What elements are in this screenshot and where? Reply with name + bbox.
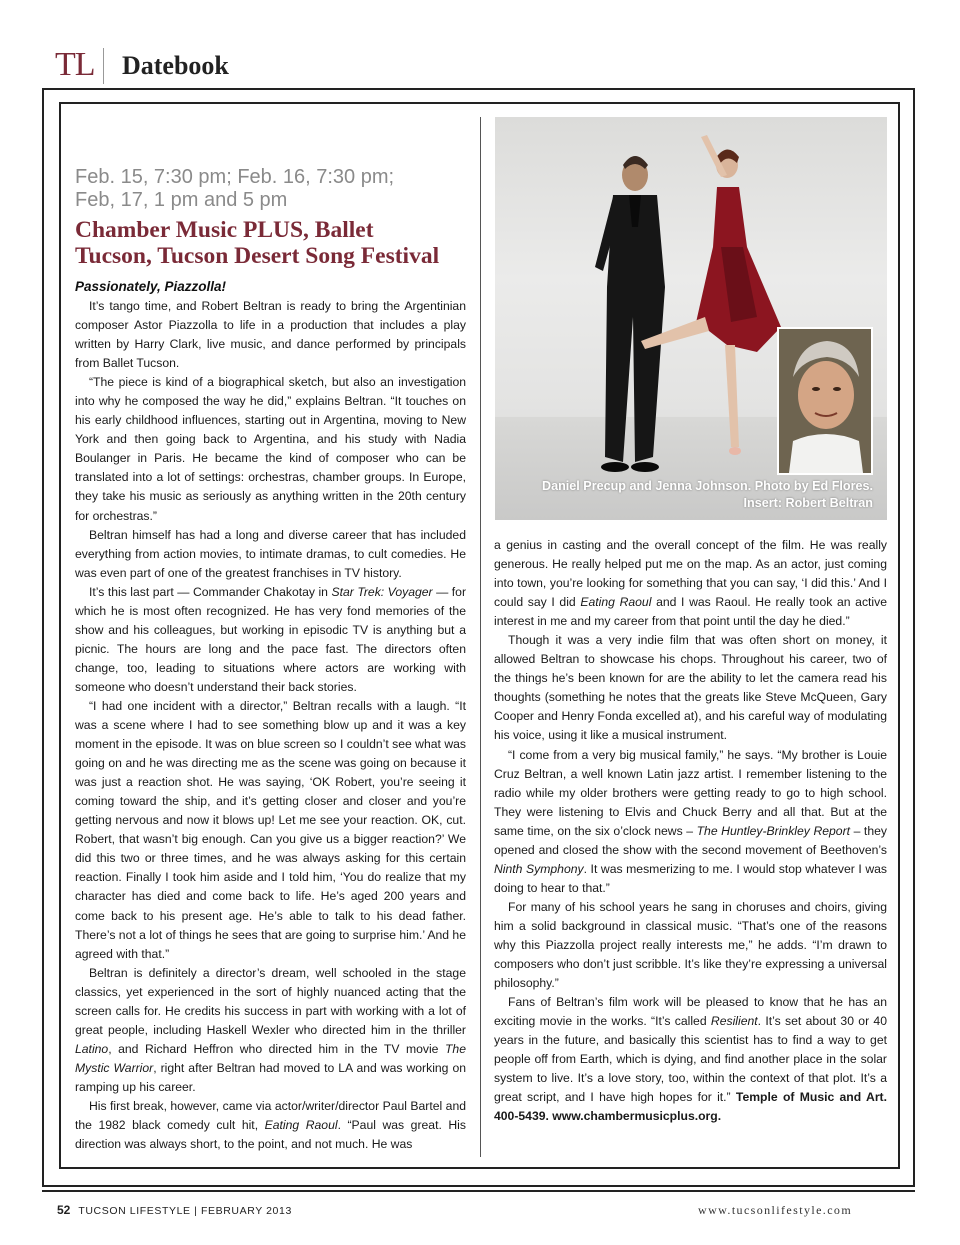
magazine-logo: TL — [55, 46, 95, 83]
text-run: – they opened and closed the show with the second movement of Beethoven’s — [494, 823, 887, 857]
footer-left — [57, 1203, 292, 1217]
section-title: Datebook — [122, 51, 229, 80]
footer-rule — [42, 1190, 915, 1192]
show-title: The Huntley-Brinkley Report — [696, 823, 851, 838]
music-title: Ninth Symphony — [494, 861, 584, 876]
text-run: , right after Beltran had moved to LA and was working on ramping up his career. — [75, 1060, 466, 1094]
page-number: 52 — [57, 1203, 71, 1217]
portrait-illustration — [779, 329, 871, 473]
text-run: . “Paul was great. His direction was always short, to the point, and not much. He was — [75, 1118, 466, 1152]
film-title: Eating Raoul — [264, 1118, 338, 1133]
article-paragraph — [75, 583, 466, 697]
film-title: The Mystic Warrior — [75, 1041, 466, 1075]
male-dancer-shoe — [631, 462, 659, 472]
article-paragraph — [75, 1097, 466, 1154]
article-right-column — [494, 536, 887, 1126]
event-dates-line2: Feb, 17, 1 pm and 5 pm — [75, 189, 288, 211]
portrait-face — [798, 361, 854, 429]
event-dates-line1: Feb. 15, 7:30 pm; Feb. 16, 7:30 pm; — [75, 166, 395, 188]
text-run: “I come from a very big musical family,” he says. “My brother is Louie Cruz Beltran, a well known Latin jazz artist. I remember listening to the radio while my older brothers were getting ready to go to high school. They were listening to Elvis and Chuck Berry and all that. But at the same time, on the six o’clock news – — [494, 747, 887, 838]
text-run: . It was mesmerizing to me. I would stop whatever I was doing to hear to that.” — [494, 861, 888, 895]
article-paragraph — [75, 964, 466, 1097]
text-run: , and Richard Heffron who directed him in the TV movie — [108, 1041, 445, 1056]
event-title-line1: Chamber Music PLUS, Ballet — [75, 217, 374, 243]
text-run: Beltran is definitely a director’s dream, well schooled in the stage classics, yet experienced in the sort of highly nuanced acting that the screen calls for. He credits his success in part with working with a lot of great people, including Haskell Wexler who directed him in the thriller — [75, 965, 466, 1037]
footer-url: www.tucsonlifestyle.com — [698, 1203, 853, 1217]
article-paragraph: Beltran himself has had a long and diverse career that has included everything from action movies, to intimate dramas, to cult comedies. He was even part of one of the greatest franchises in TV history. — [75, 527, 466, 580]
article-paragraph — [494, 746, 887, 898]
male-dancer-suit — [605, 195, 665, 462]
text-run: — for which he is most often recognized. He has very fond memories of the show and his colleagues, but working in episodic TV is anything but a picnic. The hours are long and the pace fast. The directors often change, too, leading to situations where actors are working with someone who doesn’t understand their back stories. — [75, 584, 467, 694]
photo-caption — [505, 478, 873, 512]
text-run: and I was Raoul. He really took an active interest in me and my career from that point until the day he died.” — [494, 595, 888, 629]
article-subhead: Passionately, Piazzolla! — [75, 279, 227, 294]
event-title — [75, 217, 475, 269]
female-dancer-leg — [725, 345, 739, 447]
event-title-line2: Tucson, Tucson Desert Song Festival — [75, 243, 440, 269]
inset-portrait — [777, 327, 873, 475]
text-run: Fans of Beltran’s film work will be pleased to know that he has an exciting movie in the works. “It’s called — [494, 995, 887, 1029]
article-paragraph: Though it was a very indie film that was often short on money, it allowed Beltran to showcase his chops. Throughout his career, two of the things he’s been known for are the ability to let the camera read his thoughts (something he notes that the greats like Steve McQueen, Gary Cooper and Henry Fonda excelled at), and his careful way of modulating his voice, using it like a musical instrument. — [494, 633, 887, 743]
article-paragraph: “I had one incident with a director,” Beltran recalls with a laugh. “It was a scene where I had to see something blow up and it was a key moment in the episode. It was on blue screen so I couldn’t see what was going on and he was directing me as the scene was going on because it was just a reaction shot. He was saying, ‘OK Robert, you’re seeing it coming toward the ship, and it’s getting closer and closer and you’re getting nervous and now it blows up! Let me see your reaction. OK, cut. Robert, that wasn’t big enough. Can you give us a bigger reaction?’ We did this two or three times, and he was always asking for this certain reaction. Finally I took him aside and I told him, ‘You do realize that my character has died and come back to life. He’s aged 200 years and come back to his present age. He’s able to talk to his dead father. There’s not a lot of things he sees that are going to surprise him.’ And he agreed with that.” — [75, 698, 466, 961]
article-paragraph: “The piece is kind of a biographical sketch, but also an investigation into why he composed the way he did,” explains Beltran. “It touches on his early childhood influences, starting out in Argentina, moving to New York and then going back to Argentina, and his study with Nadia Boulanger in Paris. He became the kind of composer who can be translated into a lot of settings: orchestras, chamber groups. In Europe, they take his music as seriously as anything written in the 20th century for orchestras.” — [75, 375, 466, 523]
male-dancer-shoe — [601, 462, 629, 472]
portrait-shirt — [789, 434, 863, 473]
film-title: Resilient — [710, 1014, 758, 1029]
text-run: His first break, however, came via actor/writer/director Paul Bartel and the 1982 black comedy cult hit, — [75, 1098, 466, 1133]
article-paragraph-continued: a genius in casting and the overall concept of the film. He was really generous. He really helped put me on the map. As an actor, just coming into town, you’re looking for something that you can say, ‘I did this.’ And I could say I did Eating Raoul and I was Raoul. He really took an active interest in me and my career from that point until the day he died.” — [494, 538, 888, 629]
pointe-shoe — [729, 447, 741, 455]
article-paragraph: It’s tango time, and Robert Beltran is ready to bring the Argentinian composer Astor Piazzolla to life in a production that includes a play written by Harry Clark, live music, and dance performed by principals from Ballet Tucson. — [75, 299, 466, 371]
text-run: . It’s set about 30 or 40 years in the future, and basically this scientist has to find a way to get people off from Earth, which is dying, and find another place in the solar system to live. It’s a love story, too, within the context of that plot. It’s a great script, and I have high hopes for it.” — [494, 1014, 887, 1105]
event-dates — [75, 166, 475, 212]
event-contact-info: Temple of Music and Art. 400-5439. www.chambermusicplus.org. — [494, 1090, 888, 1124]
film-title: Eating Raoul — [580, 595, 652, 610]
article-paragraph: For many of his school years he sang in choruses and choirs, giving him a solid background in classical music. “That’s one of the reasons why this Piazzolla project really interests me,” he adds. “I’m drawn to composers who don’t just scribble. It’s like they’re expressing a universal philosophy.” — [494, 899, 887, 991]
column-divider — [480, 117, 481, 1157]
text-run: It’s this last part — Commander Chakotay in — [89, 584, 332, 599]
header-divider — [103, 48, 104, 84]
show-title: Star Trek: Voyager — [331, 584, 433, 599]
photo-caption-line1: Daniel Precup and Jenna Johnson. Photo by Ed Flores. — [542, 479, 873, 493]
film-title: Latino — [75, 1041, 109, 1056]
article-left-column — [75, 297, 466, 1154]
article-paragraph — [494, 993, 887, 1126]
issue-info: TUCSON LIFESTYLE | FEBRUARY 2013 — [78, 1205, 292, 1217]
photo-caption-line2: Insert: Robert Beltran — [743, 496, 873, 510]
